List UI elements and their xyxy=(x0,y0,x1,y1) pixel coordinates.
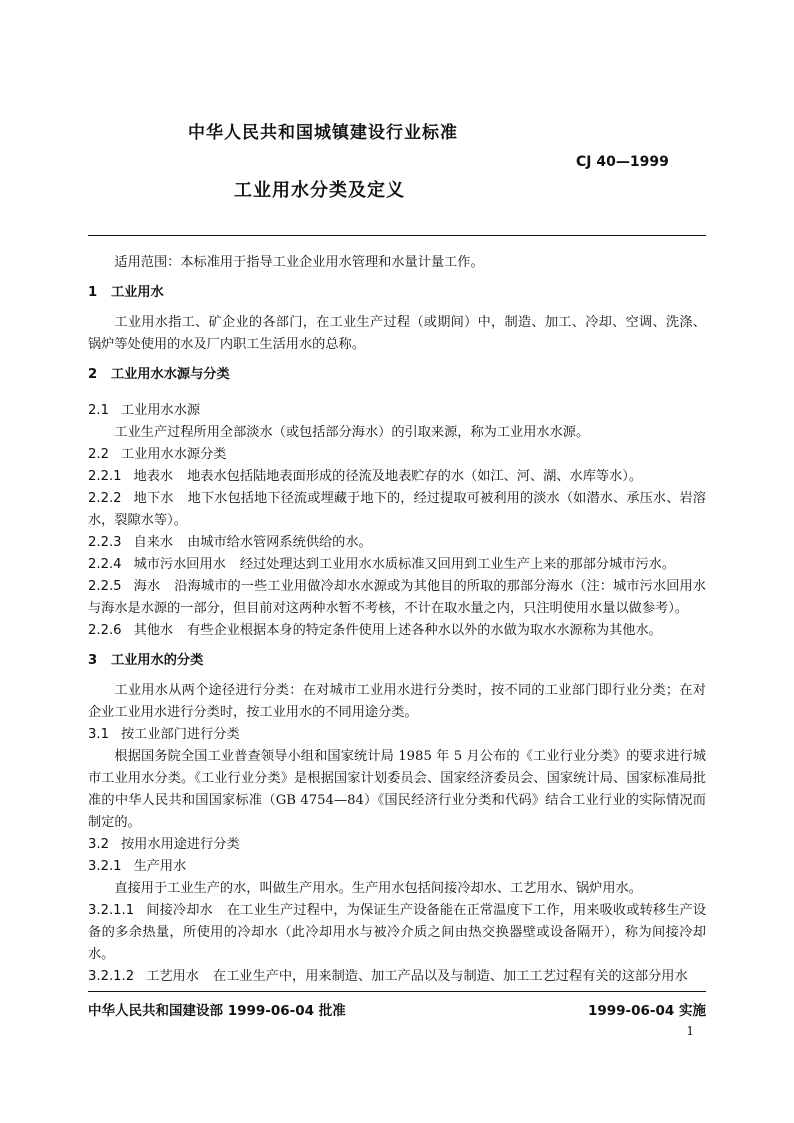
page-number: 1 xyxy=(686,1024,694,1038)
clause-number: 2.2.2 xyxy=(88,491,122,506)
section-title: 工业用水水源与分类 xyxy=(110,367,230,382)
issuing-organization: 中华人民共和国城镇建设行业标准 xyxy=(188,123,458,143)
clause-2-2-5 xyxy=(88,576,706,620)
clause-title: 工业用水水源分类 xyxy=(120,447,227,462)
clause-term: 自来水 xyxy=(133,535,174,550)
clause-term: 工艺用水 xyxy=(146,969,199,984)
clause-3-2-1-1 xyxy=(88,900,706,966)
clause-number: 2.2.6 xyxy=(88,623,122,638)
clause-2-2-1 xyxy=(88,466,706,488)
document-body xyxy=(88,252,706,988)
approval-line: 中华人民共和国建设部 1999-06-04 批准 xyxy=(88,1003,346,1019)
clause-number: 2.2.5 xyxy=(88,579,122,594)
document-title: 工业用水分类及定义 xyxy=(234,180,405,201)
clause-number: 3.2.1.1 xyxy=(88,903,135,918)
clause-title: 按工业部门进行分类 xyxy=(120,727,240,742)
clause-2-2-6 xyxy=(88,620,706,642)
clause-3-1-text: 根据国务院全国工业普查领导小组和国家统计局 1985 年 5 月公布的《工业行业分类》的要求进行城市工业用水分类。《工业行业分类》是根据国家计划委员会、国家经济委员会、国家统计局、国家标准局批准的中华人民共和国国家标准（GB 4754—84）《国民经济行业分类和代码》结合工业行业的实际情况而制定的。 xyxy=(88,749,706,830)
scope-statement: 适用范围：本标准用于指导工业企业用水管理和水量计量工作。 xyxy=(114,255,484,270)
bottom-divider xyxy=(88,991,706,992)
clause-text: 有些企业根据本身的特定条件使用上述各种水以外的水做为取水水源称为其他水。 xyxy=(187,623,662,638)
clause-3-2-heading xyxy=(88,834,706,856)
clause-2-2-4 xyxy=(88,554,706,576)
section-title: 工业用水 xyxy=(110,285,164,300)
section-number: 2 xyxy=(88,367,98,382)
clause-title: 生产用水 xyxy=(133,859,187,874)
section-3-text: 工业用水从两个途径进行分类：在对城市工业用水进行分类时，按不同的工业部门即行业分类；在对企业工业用水进行分类时，按工业用水的不同用途分类。 xyxy=(88,683,706,720)
section-3-heading xyxy=(88,650,706,672)
clause-text: 由城市给水管网系统供给的水。 xyxy=(187,535,372,550)
clause-term: 城市污水回用水 xyxy=(133,557,226,572)
clause-3-2-1-heading xyxy=(88,856,706,878)
clause-title: 工业用水水源 xyxy=(120,403,201,418)
section-1-text: 工业用水指工、矿企业的各部门，在工业生产过程（或期间）中，制造、加工、冷却、空调、洗涤、锅炉等处使用的水及厂内职工生活用水的总称。 xyxy=(88,315,706,352)
clause-number: 3.2 xyxy=(88,837,109,852)
clause-3-1-heading xyxy=(88,724,706,746)
section-number: 3 xyxy=(88,653,98,668)
clause-2-2-3 xyxy=(88,532,706,554)
clause-text: 在工业生产过程中，为保证生产设备能在正常温度下工作，用来吸收或转移生产设备的多余热量，所使用的冷却水（此冷却用水与被冷介质之间由热交换器壁或设备隔开），称为间接冷却水。 xyxy=(88,903,707,962)
clause-term: 海水 xyxy=(133,579,161,594)
clause-title: 按用水用途进行分类 xyxy=(120,837,240,852)
clause-number: 3.1 xyxy=(88,727,109,742)
top-divider xyxy=(88,235,706,236)
clause-2-2-heading xyxy=(88,444,706,466)
clause-text: 沿海城市的一些工业用做冷却水水源或为其他目的所取的那部分海水（注：城市污水回用水与海水是水源的一部分，但目前对这两种水暂不考核，不计在取水量之内，只注明使用水量以做参考）。 xyxy=(88,579,706,616)
clause-term: 间接冷却水 xyxy=(146,903,213,918)
clause-text: 经过处理达到工业用水水质标准又回用到工业生产上来的那部分城市污水。 xyxy=(239,557,676,572)
clause-number: 3.2.1 xyxy=(88,859,122,874)
clause-number: 2.2 xyxy=(88,447,109,462)
clause-text: 在工业生产中，用来制造、加工产品以及与制造、加工工艺过程有关的这部分用水 xyxy=(212,969,688,984)
clause-number: 2.2.3 xyxy=(88,535,122,550)
clause-2-1-text: 工业生产过程所用全部淡水（或包括部分海水）的引取来源，称为工业用水水源。 xyxy=(114,425,590,440)
section-title: 工业用水的分类 xyxy=(110,653,204,668)
clause-number: 2.2.4 xyxy=(88,557,122,572)
clause-term: 其他水 xyxy=(133,623,174,638)
effective-date: 1999-06-04 实施 xyxy=(587,1003,706,1019)
standard-code: CJ 40—1999 xyxy=(576,154,669,170)
clause-number: 3.2.1.2 xyxy=(88,969,135,984)
clause-3-2-1-text: 直接用于工业生产的水，叫做生产用水。生产用水包括间接冷却水、工艺用水、锅炉用水。 xyxy=(114,881,642,896)
section-2-heading xyxy=(88,364,706,386)
clause-2-2-2 xyxy=(88,488,706,532)
clause-3-2-1-2 xyxy=(88,966,706,988)
clause-number: 2.2.1 xyxy=(88,469,122,484)
clause-text: 地下水包括地下径流或埋藏于地下的，经过提取可被利用的淡水（如潜水、承压水、岩溶水，裂隙水等）。 xyxy=(88,491,706,528)
clause-term: 地表水 xyxy=(133,469,174,484)
clause-term: 地下水 xyxy=(133,491,174,506)
clause-text: 地表水包括陆地表面形成的径流及地表贮存的水（如江、河、湖、水库等水）。 xyxy=(187,469,643,484)
clause-number: 2.1 xyxy=(88,403,109,418)
section-1-heading xyxy=(88,282,706,304)
section-number: 1 xyxy=(88,285,98,300)
clause-2-1-heading xyxy=(88,400,706,422)
